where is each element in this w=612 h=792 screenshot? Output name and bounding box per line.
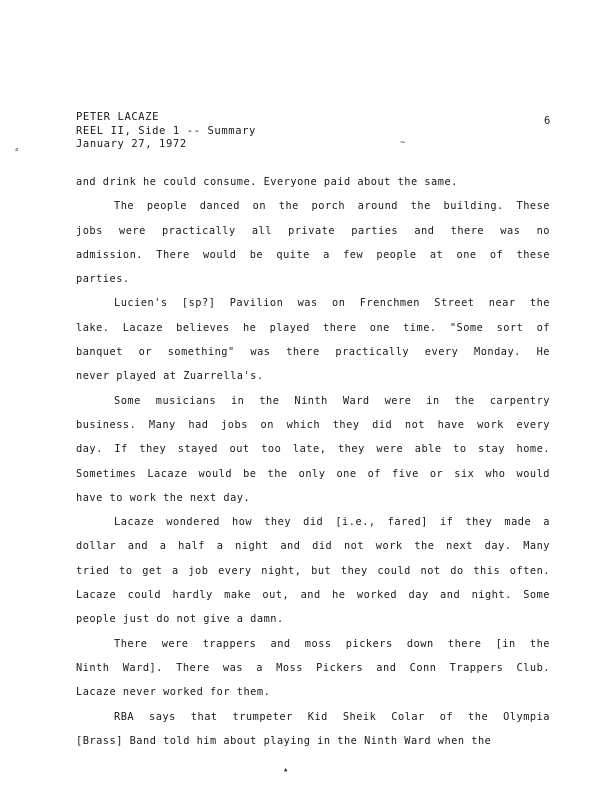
paragraph-line: people just do not give a damn. xyxy=(76,613,284,626)
paragraph-line: Lacaze never worked for them. xyxy=(76,686,271,699)
paragraph-line: parties. xyxy=(76,273,130,286)
paragraph-line: business. Many had jobs on which they did not have work every xyxy=(76,418,550,431)
paragraph-line: There were trappers and moss pickers down there [in the xyxy=(114,637,550,650)
paragraph-line: Lucien's [sp?] Pavilion was on Frenchmen Street near the xyxy=(114,297,550,310)
paragraph-line: never played at Zuarrella's. xyxy=(76,370,264,383)
paragraph-line: dollar and a half a night and did not work the next day. Many xyxy=(76,540,550,553)
paragraph-line: Ninth Ward]. There was a Moss Pickers and Conn Trappers Club. xyxy=(76,661,550,674)
paragraph-line: day. If they stayed out too late, they were able to stay home. xyxy=(76,443,550,456)
paragraph-line: lake. Lacaze believes he played there one time. "Some sort of xyxy=(76,321,550,334)
paragraph-line: Lacaze wondered how they did [i.e., fared] if they made a xyxy=(114,516,550,529)
page-number: 6 xyxy=(544,115,551,127)
interview-date: January 27, 1972 xyxy=(76,138,187,150)
interviewee-name: PETER LACAZE xyxy=(76,111,160,123)
paragraph-line: tried to get a job every night, but they could not do this often. xyxy=(76,564,550,577)
paragraph-line: Some musicians in the Ninth Ward were in the carpentry xyxy=(114,394,550,407)
stray-mark: ~ xyxy=(400,138,406,148)
paragraph-line: and drink he could consume. Everyone paid about the same. xyxy=(76,176,458,188)
summary-body xyxy=(76,175,550,758)
paragraph-line: [Brass] Band told him about playing in the Ninth Ward when the xyxy=(76,734,492,747)
paragraph-line: The people danced on the porch around the building. These xyxy=(114,200,550,213)
paragraph-line: Sometimes Lacaze would be the only one of five or six who would xyxy=(76,467,550,480)
paragraph-line: banquet or something" was there practically every Monday. He xyxy=(76,346,550,359)
margin-mark: ⸗ xyxy=(14,145,20,155)
paragraph-line: admission. There would be quite a few people at one of these xyxy=(76,248,550,261)
paragraph-line: Lacaze could hardly make out, and he worked day and night. Some xyxy=(76,589,550,602)
paragraph-line: jobs were practically all private parties and there was no xyxy=(76,224,550,237)
bottom-smudge: ▴ xyxy=(283,765,289,775)
reel-info: REEL II, Side 1 -- Summary xyxy=(76,124,256,137)
paragraph-line: have to work the next day. xyxy=(76,491,251,504)
document-header xyxy=(76,111,256,152)
paragraph-line: RBA says that trumpeter Kid Sheik Colar of the Olympia xyxy=(114,710,550,723)
